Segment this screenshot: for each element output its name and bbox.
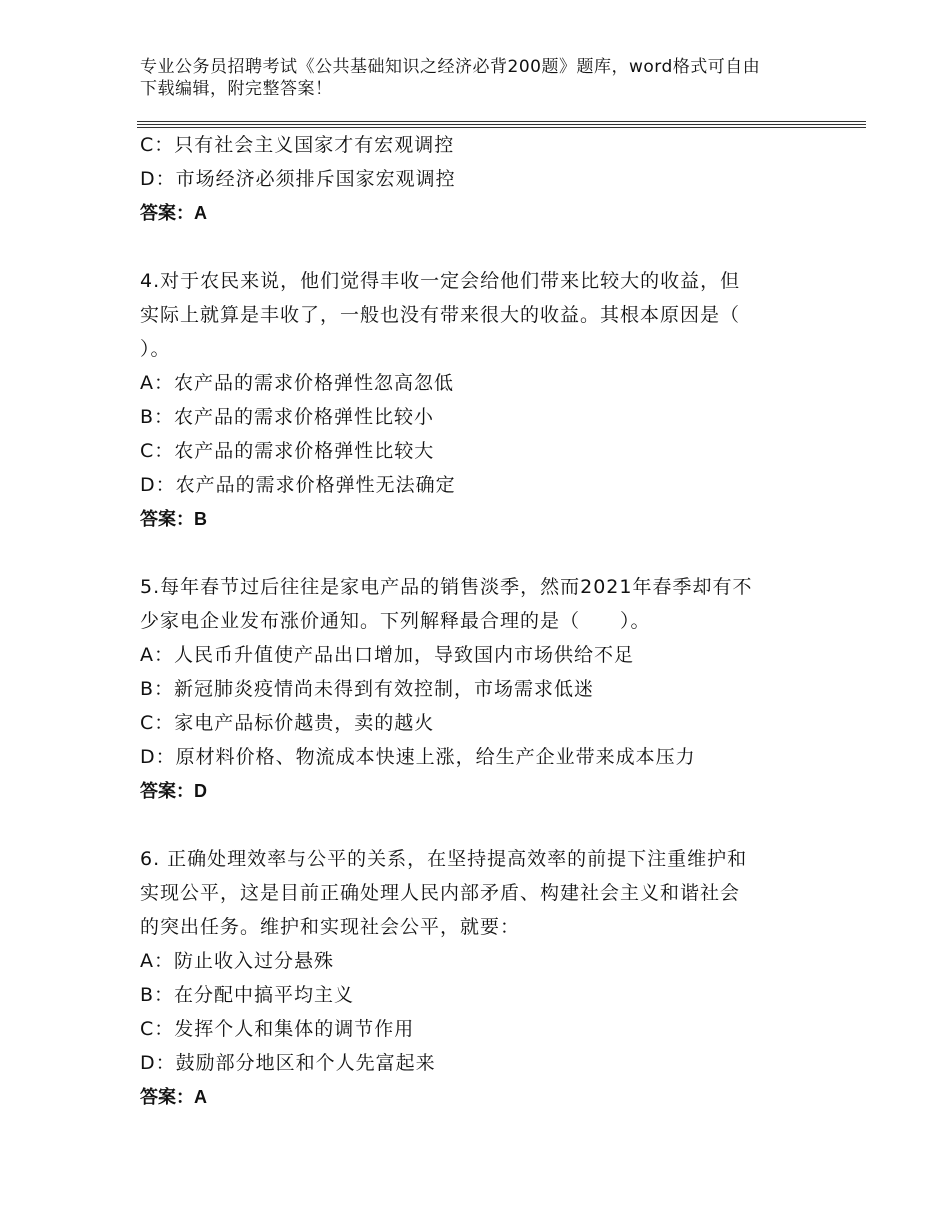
- question-stem-line: 实现公平，这是目前正确处理人民内部矛盾、构建社会主义和谐社会: [140, 882, 741, 904]
- question-stem-line: 实际上就算是丰收了，一般也没有带来很大的收益。其根本原因是（: [140, 304, 741, 326]
- option-b: B：农产品的需求价格弹性比较小: [140, 406, 435, 428]
- question-4: [140, 264, 820, 536]
- question-stem-line: ）。: [140, 338, 171, 360]
- option-c: C：发挥个人和集体的调节作用: [140, 1018, 415, 1040]
- option-c: C：只有社会主义国家才有宏观调控: [140, 134, 455, 156]
- header-divider: [137, 121, 866, 122]
- prev-question-tail: [140, 128, 820, 230]
- answer-label: 答案：A: [140, 203, 207, 223]
- page-header: [140, 56, 820, 100]
- header-line-1: 专业公务员招聘考试《公共基础知识之经济必背200题》题库，word格式可自由: [140, 57, 761, 77]
- option-c: C：家电产品标价越贵，卖的越火: [140, 712, 435, 734]
- header-line-2: 下载编辑，附完整答案！: [140, 79, 333, 99]
- option-a: A：农产品的需求价格弹性忽高忽低: [140, 372, 454, 394]
- header-divider: [137, 124, 866, 125]
- question-stem-line: 4.对于农民来说，他们觉得丰收一定会给他们带来比较大的收益，但: [140, 270, 741, 292]
- option-a: A：防止收入过分悬殊: [140, 950, 334, 972]
- option-d: D：农产品的需求价格弹性无法确定: [140, 474, 456, 496]
- option-c: C：农产品的需求价格弹性比较大: [140, 440, 435, 462]
- document-body: [140, 128, 820, 1114]
- answer-label: 答案：B: [140, 509, 207, 529]
- question-stem-line: 5.每年春节过后往往是家电产品的销售淡季，然而2021年春季却有不: [140, 576, 753, 598]
- question-stem-line: 少家电企业发布涨价通知。下列解释最合理的是（ ）。: [140, 610, 651, 632]
- question-stem-line: 6. 正确处理效率与公平的关系，在坚持提高效率的前提下注重维护和: [140, 848, 748, 870]
- answer-label: 答案：A: [140, 1087, 207, 1107]
- option-d: D：原材料价格、物流成本快速上涨，给生产企业带来成本压力: [140, 746, 696, 768]
- option-d: D：鼓励部分地区和个人先富起来: [140, 1052, 436, 1074]
- option-d: D：市场经济必须排斥国家宏观调控: [140, 168, 456, 190]
- question-5: [140, 570, 820, 808]
- option-a: A：人民币升值使产品出口增加，导致国内市场供给不足: [140, 644, 634, 666]
- option-b: B：新冠肺炎疫情尚未得到有效控制，市场需求低迷: [140, 678, 595, 700]
- question-6: [140, 842, 820, 1114]
- option-b: B：在分配中搞平均主义: [140, 984, 355, 1006]
- question-stem-line: 的突出任务。维护和实现社会公平，就要：: [140, 916, 521, 938]
- answer-label: 答案：D: [140, 781, 207, 801]
